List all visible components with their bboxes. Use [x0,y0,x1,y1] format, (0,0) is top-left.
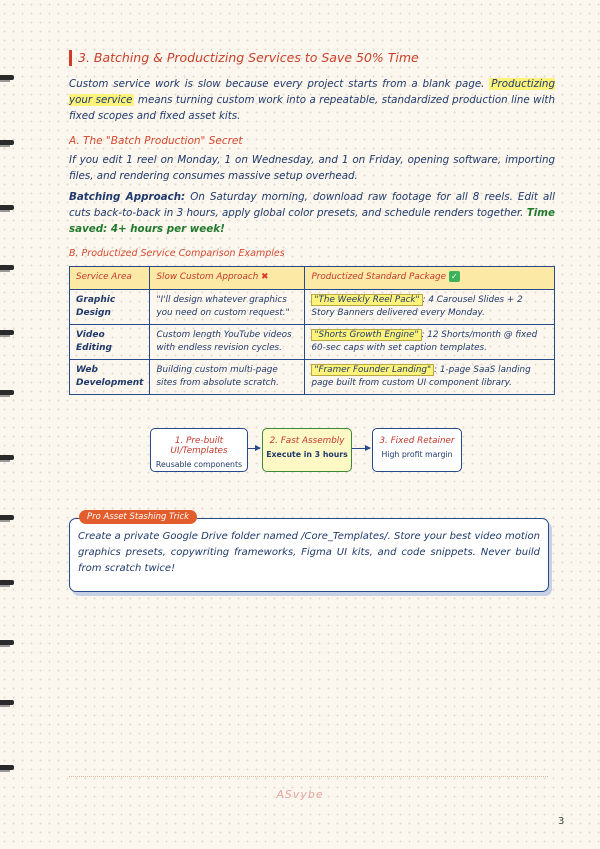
tip-callout [69,512,549,592]
row-slow: Custom length YouTube videos with endless revision cycles. [150,325,305,360]
binder-ring [0,765,14,770]
flow-step-assembly: 2. Fast Assembly Execute in 3 hours [262,428,352,472]
tip-text: Create a private Google Drive folder named /Core_Templates/. Store your best video motion graphics presets, copywriting frameworks, Figma UI kits, and code snippets. Never build from scratch twice! [78,531,540,574]
tip-label: Pro Asset Stashing Trick [79,510,197,524]
flow-step-templates: 1. Pre-built UI/Templates Reusable components [150,428,248,472]
intro-paragraph: Custom service work is slow because every project starts from a blank page. Productizing your service means turning custom work into a repeatable, standardized production line with fixed scopes and fixed asset kits. [69,78,555,122]
binder-ring [0,390,14,395]
table-row [70,360,555,395]
binder-ring [0,330,14,335]
check-mark-icon: ✓ [449,271,460,282]
page-content [69,50,555,395]
flow-step-retainer: 3. Fixed Retainer High profit margin [372,428,462,472]
binder-ring [0,580,14,585]
comparison-heading: B. Productized Service Comparison Examples [69,248,285,259]
header-slow-approach: Slow Custom Approach ✖ [150,267,305,290]
time-saved: Time saved: 4+ hours per week! [69,207,555,235]
header-service-area: Service Area [70,267,150,290]
binder-ring [0,140,14,145]
page-number: 3 [558,816,565,827]
highlight-productizing: Productizing your service [69,78,555,106]
row-area: Graphic Design [70,290,150,325]
binder-ring [0,515,14,520]
row-slow: "I'll design whatever graphics you need on custom request." [150,290,305,325]
arrow-icon [352,448,370,449]
table-row [70,290,555,325]
cross-mark-icon: ✖ [261,272,269,282]
row-area: Web Development [70,360,150,395]
row-package: "The Weekly Reel Pack" : 4 Carousel Slides + 2 Story Banners delivered every Monday. [305,290,555,325]
footer-brand: ASvybe [276,788,324,801]
row-area: Video Editing [70,325,150,360]
batch-heading: A. The "Batch Production" Secret [69,135,243,147]
row-package: "Shorts Growth Engine" : 12 Shorts/month @ fixed 60-sec caps with set caption templates. [305,325,555,360]
binder-ring [0,205,14,210]
binder-ring [0,700,14,705]
row-slow: Building custom multi-page sites from absolute scratch. [150,360,305,395]
batch-approach-paragraph: Batching Approach: On Saturday morning, download raw footage for all 8 reels. Edit all cuts back-to-back in 3 hours, apply global color presets, and schedule renders together. Time saved: 4+ hours per week! [69,191,555,235]
table-row [70,325,555,360]
table-header-row [70,267,555,290]
footer-divider [69,776,548,777]
comparison-table [69,266,555,395]
binder-ring [0,75,14,80]
section-title: 3. Batching & Productizing Services to Save 50% Time [69,50,555,66]
arrow-icon [248,448,260,449]
binder-ring [0,640,14,645]
binder-ring [0,455,14,460]
binder-ring [0,265,14,270]
approach-label: Batching Approach: [69,191,186,203]
header-productized: Productized Standard Package ✓ [305,267,555,290]
row-package: "Framer Founder Landing" : 1-page SaaS landing page built from custom UI component library. [305,360,555,395]
batch-paragraph: If you edit 1 reel on Monday, 1 on Wednesday, and 1 on Friday, opening software, importing files, and rendering consumes massive setup overhead. [69,154,555,182]
workflow-diagram [150,428,470,478]
